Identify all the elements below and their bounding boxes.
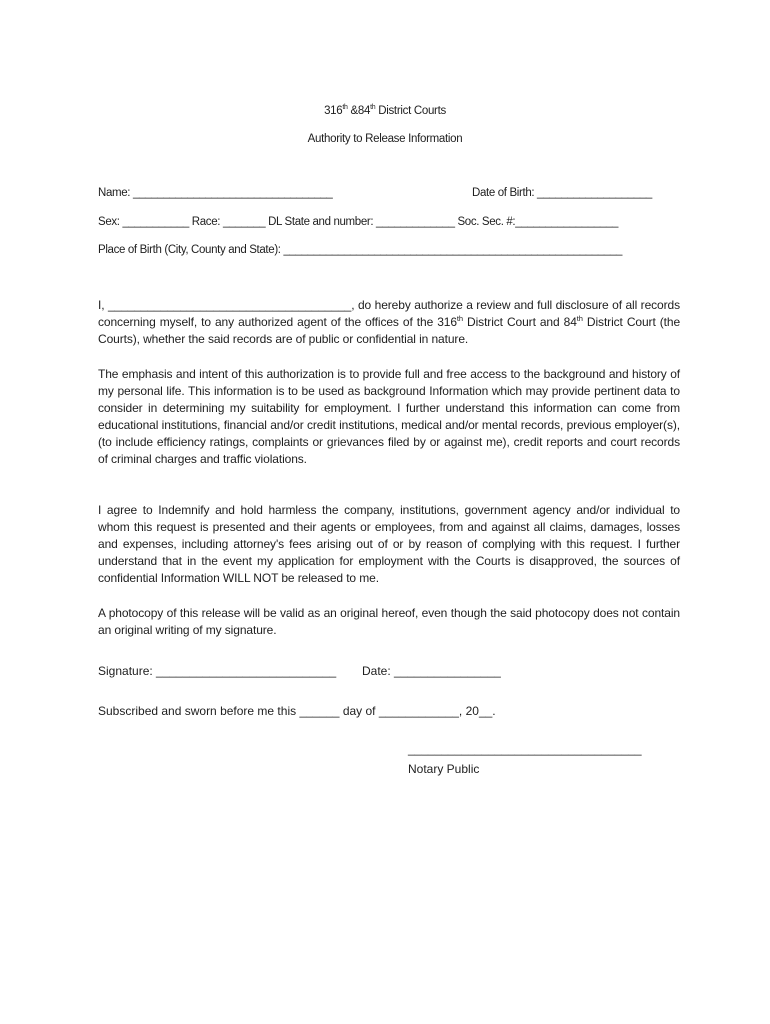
sworn-statement[interactable]: Subscribed and sworn before me this ______ day of ____________, 20__. xyxy=(98,704,496,718)
place-of-birth-field[interactable]: Place of Birth (City, County and State): ________________________________________________________ xyxy=(98,244,623,256)
signature-date-field[interactable]: Date: ________________ xyxy=(362,664,501,678)
notary-public-label: Notary Public xyxy=(408,762,480,776)
indemnify-paragraph: I agree to Indemnify and hold harmless the company, institutions, government agency and/or individual to whom this request is presented and their agents or employees, from and against all claims, damages, losses and expenses, including attorney's fees arising out of or by reason of complying with this request. I further understand that in the event my application for employment with the Courts is disapproved, the sources of confidential Information WILL NOT be released to me. xyxy=(98,503,680,585)
title-number: 316 xyxy=(324,104,343,117)
court-title xyxy=(0,104,770,117)
title-ampersand: &84 xyxy=(347,104,371,117)
auth-text-c: District Court (the Courts), whether the said records are of public or confidential in nature. xyxy=(98,315,681,346)
date-of-birth-field[interactable]: Date of Birth: ___________________ xyxy=(472,187,652,199)
signature-field[interactable]: Signature: ___________________________ xyxy=(98,664,337,678)
emphasis-paragraph: The emphasis and intent of this authorization is to provide full and free access to the background and history of my personal life. This information is to be used as background Information which may provide pertinent data to consider in determining my suitability for employment. I further understand this information can come from educational institutions, financial and/or credit institutions, medical and/or mental records, previous employer(s), (to include efficiency ratings, complaints or grievances filed by or against me), credit reports and court records of criminal charges and traffic violations. xyxy=(98,367,680,466)
auth-sup-2: th xyxy=(576,314,583,323)
title-superscript-2: th xyxy=(370,104,376,111)
document-subtitle: Authority to Release Information xyxy=(307,133,463,145)
photocopy-paragraph: A photocopy of this release will be valid as an original hereof, even though the said photocopy does not contain an original writing of my signature. xyxy=(98,606,680,637)
name-field[interactable]: Name: _________________________________ xyxy=(98,187,333,199)
title-superscript: th xyxy=(342,104,348,111)
auth-text-b: District Court and 84 xyxy=(462,315,577,329)
auth-text-a: I, _____________________________________, do hereby authorize a review and full disclosure of all records concerning myself, to any authorized agent of the offices of the 316 xyxy=(98,298,680,329)
title-rest: District Courts xyxy=(375,104,446,117)
authorization-paragraph xyxy=(98,297,680,348)
sex-race-dl-ssn-fields[interactable]: Sex: ___________ Race: _______ DL State and number: _____________ Soc. Sec. #:_________________ xyxy=(98,216,619,228)
notary-signature-line[interactable]: ___________________________________ xyxy=(408,742,642,756)
auth-sup-1: th xyxy=(456,314,463,323)
